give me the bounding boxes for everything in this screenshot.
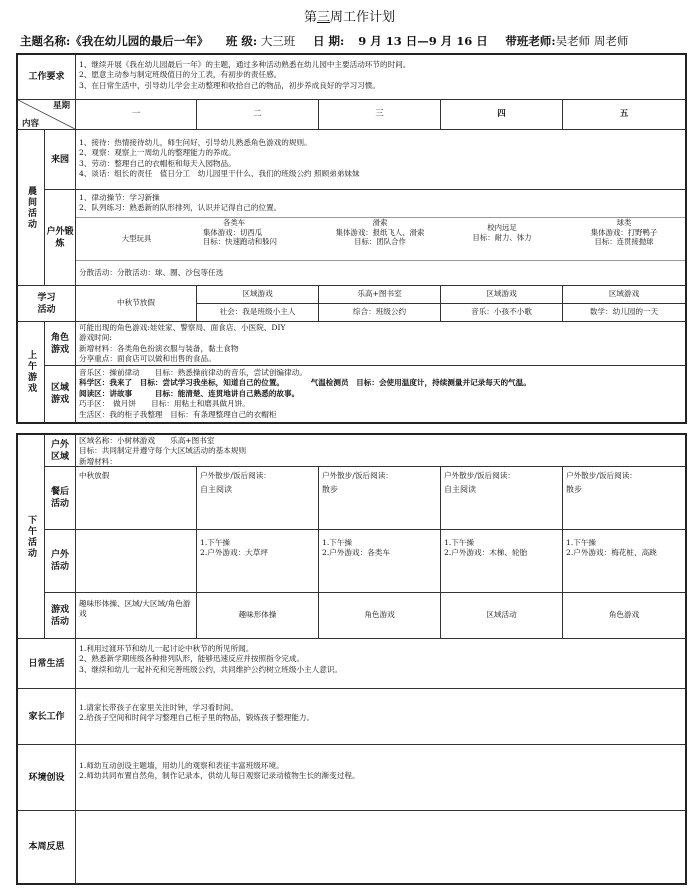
area-game-item: 生活区：我的柜子我整理 目标：有条理整理自己的衣帽柜 [79,409,277,419]
study-top-tue: 区域游戏 [197,286,319,304]
environment-label: 环境创设 [18,745,76,811]
study-top-thu: 区域游戏 [441,286,563,304]
title-suffix: 周工作计划 [330,10,396,25]
role-play-item: 游戏时间: [79,333,112,343]
study-bottom-tue: 社会：我是班级小主人 [197,304,319,322]
role-play-content [76,322,685,366]
pm-outdoor-fri: 1.下午操 2.户外游戏：梅花桩、高跷 [563,530,685,593]
class-label: 班 级: [225,34,258,48]
title-prefix: 第 [303,10,317,25]
outdoor-day-mon: 大型玩具 [121,234,152,243]
page-title [0,6,699,25]
day-header-mon: 一 [76,100,197,130]
arrival-item: 1、接待：热情接待幼儿，师生问好，引导幼儿熟悉角色游戏的规则。 [79,138,312,147]
requirement-item: 1、继续开展《我在幼儿园最后一年》的主题，通过多种活动熟悉在幼儿园中主要活动环节的时间。 [79,60,411,69]
title-week-number: 三 [316,10,330,25]
am-games-label: 上午游戏 [18,322,45,422]
outdoor-day-wed: 滑索 集体游戏：报纸飞人、滑索 目标：团队合作 [335,218,425,246]
after-meal-mon: 中秋放假 [76,467,197,530]
area-games-label: 区域 游戏 [45,366,76,422]
role-play-label: 角色 游戏 [45,322,76,366]
scatter-activity: 分散活动：分散活动：球、圈、沙包等任选 [76,260,685,286]
outdoor-exercise-label: 户外锻炼 [45,190,76,286]
teacher-value: 吴老师 周老师 [555,34,629,48]
game-activity-wed: 角色游戏 [319,593,441,639]
outdoor-day-fri: 球类 集体游戏：打野鸭子 目标：连贯接抛球 [590,218,658,246]
week-label: 星期 [52,101,70,111]
day-header-wed: 三 [319,100,441,130]
role-play-item: 可能出现的角色游戏:娃娃家、警察局、面食店、小医院、DIY [79,323,286,332]
date-value: 9 月 13 日—9 月 16 日 [358,34,488,48]
arrival-item: 3、劳动：整理自己的衣帽柜和每天入园物品。 [79,158,236,168]
day-header-tue: 二 [197,100,319,130]
outdoor-day-tue: 各类车 集体游戏：切西瓜 目标：快速跑动和躲闪 [203,218,277,246]
reflection-label: 本周反思 [18,811,76,883]
reflection-content[interactable] [76,811,685,883]
pm-outdoor-label: 户外 活动 [45,530,76,593]
day-header-fri: 五 [563,100,685,130]
weekly-plan-table-bottom [16,433,687,885]
outdoor-area-content: 区域名称：小树林游戏 乐高+图书室 目标：共同制定并遵守每个大区域活动的基本规则 新增材料： [76,435,685,467]
game-activity-label: 游戏 活动 [45,593,76,639]
teacher-label: 带班老师: [505,34,556,48]
daily-life-label: 日常生活 [18,639,76,689]
pm-outdoor-tue: 1.下午操 2.户外游戏：大草坪 [197,530,319,593]
study-mon: 中秋节放假 [76,286,197,322]
day-header-thu: 四 [441,100,563,130]
after-meal-label: 餐后 活动 [45,467,76,530]
requirements-content [76,55,685,100]
area-games-content [76,366,685,422]
date-label: 日 期: [312,34,345,48]
area-game-item: 阅读区：讲故事 目标：能清楚、连贯地讲自己熟悉的故事。 [79,388,300,398]
morning-activity-label: 晨间活动 [18,130,45,286]
study-bottom-wed: 综合：班级公约 [319,304,441,322]
content-label: 内容 [22,118,40,129]
daily-life-content: 1.利用过渡环节和幼儿一起讨论中秋节的所见所闻。 2、熟悉新学期班级各种排列队形，能够迅速反应并按照指令完成。 3、继续和幼儿一起补充和完善班级公约，共同维护公约树立班级小主人意识。 [76,639,685,689]
study-bottom-thu: 音乐：小孩不小歌 [441,304,563,322]
game-activity-tue: 趣味形体操 [197,593,319,639]
arrival-item: 2、观察：观察上一周幼儿的整理能力的养成。 [79,148,236,158]
outdoor-item: 1、律动操节：学习新操 [79,193,160,202]
weekly-plan-table-top [16,53,687,424]
pm-outdoor-mon [76,530,197,593]
after-meal-wed: 户外散步/饭后阅读： 散步 [319,467,441,530]
study-bottom-fri: 数学：幼儿园的一天 [563,304,685,322]
header-corner [18,100,76,130]
pm-outdoor-thu: 1.下午操 2.户外游戏：木梯、轮胎 [441,530,563,593]
area-game-item: 音乐区：操前律动 目标：熟悉操前律动的音乐，尝试创编律动。 [79,368,307,377]
study-activity-label: 学习 活动 [18,286,76,322]
game-activity-mon: 趣味形体操、区域/大区域/角色游戏 [76,593,197,639]
parents-work-label: 家长工作 [18,689,76,745]
arrival-content [76,130,685,190]
outdoor-day-thu: 校内远足 目标：耐力、体力 [472,223,532,242]
arrival-item: 4、谈话：组长的责任 值日分工 幼儿园里干什么、我们的班级公约 照顾弟弟妹妹 [79,169,360,179]
outdoor-exercise-content [76,190,685,218]
theme-label: 主题名称: [20,34,71,48]
study-top-fri: 区域游戏 [563,286,685,304]
outdoor-area-label: 户外 区域 [45,435,76,467]
game-activity-fri: 角色游戏 [563,593,685,639]
plan-meta [20,33,690,49]
after-meal-tue: 户外散步/饭后阅读： 自主阅读 [197,467,319,530]
afternoon-activity-label: 下午活动 [18,435,45,639]
pm-outdoor-wed: 1.下午操 2.户外游戏：各类车 [319,530,441,593]
requirement-item: 2、愿意主动参与制定班级值日的分工表，有初步的责任感。 [79,70,282,80]
area-game-item: 科学区：我来了 目标：尝试学习我坐标，知道自己的位置。 气温检测员 目标：会使用温度计，持续测量并记录每天的气温。 [79,378,531,388]
game-activity-thu: 区域活动 [441,593,563,639]
parents-work-content: 1.请家长带孩子在家里关注时钟，学习看时间。 2.给孩子空间和时间学习整理自己柜子里的物品，锻炼孩子整理能力。 [76,689,685,745]
study-top-wed: 乐高+图书室 [319,286,441,304]
class-value: 大三班 [260,34,296,48]
requirements-label: 工作要求 [18,55,76,100]
area-game-item: 巧手区： 做月饼 目标：用粘土和磨具做月饼。 [79,399,250,409]
theme-value: 《我在幼儿园的最后一年》 [70,34,209,48]
role-play-item: 分享重点：面食店可以做和出售的食品。 [79,354,216,364]
after-meal-thu: 户外散步/饭后阅读： 自主阅读 [441,467,563,530]
arrival-label: 来园 [45,130,76,190]
role-play-item: 新增材料：各类角色扮演衣服与装备，黏土食物 [79,343,239,353]
outdoor-item: 2、队列练习：熟悉新的队形排列，认识并记得自己的位置。 [79,203,282,213]
after-meal-fri: 户外散步/饭后阅读： 散步 [563,467,685,530]
environment-content: 1.师幼互动创设主题墙，用幼儿的观察和表征丰富班级环境。 2.师幼共同布置自然角，制作记录本，供幼儿每日观察记录动植物生长的渐变过程。 [76,745,685,811]
requirement-item: 3、在日常生活中，引导幼儿学会主动整理和收拾自己的物品，初步养成良好的学习习惯。 [79,80,380,90]
